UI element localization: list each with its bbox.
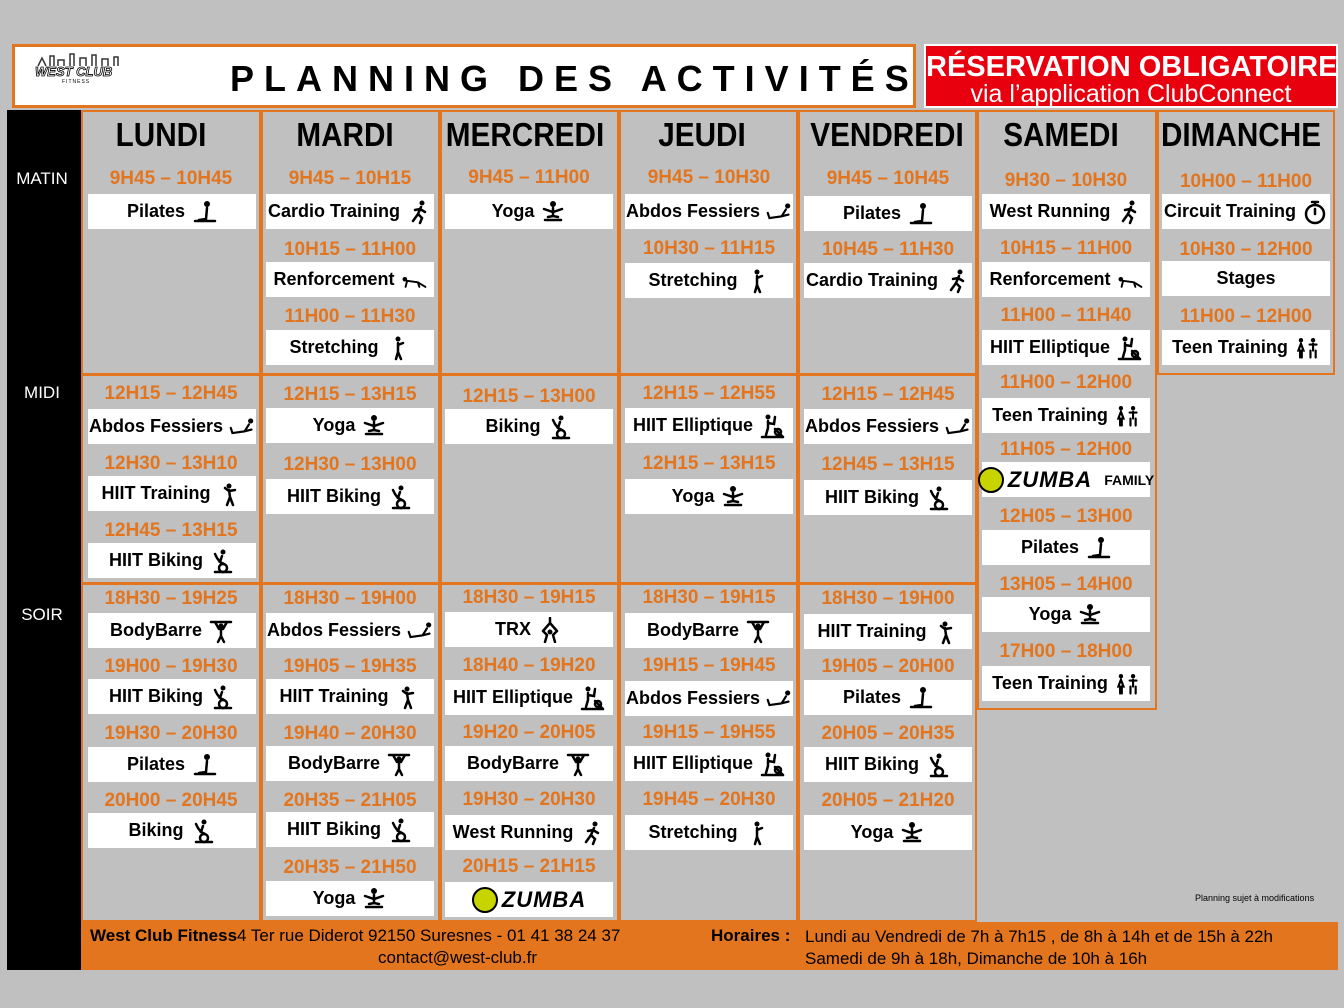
abs-icon (229, 414, 255, 440)
footer-hours-label: Horaires : (711, 926, 791, 945)
period-matin: MATIN (16, 169, 68, 188)
activity-label: Renforcement (989, 269, 1111, 289)
trx-icon (537, 617, 563, 643)
activity-card[interactable] (445, 815, 613, 850)
separator-soir (81, 582, 977, 585)
slot-time: 19H20 – 20H05 (462, 722, 596, 743)
activity-label: ZUMBA (1007, 466, 1093, 492)
slot-time: 10H15 – 11H00 (999, 238, 1133, 259)
activity-card[interactable] (88, 194, 256, 229)
slot-time: 9H45 – 10H45 (109, 168, 233, 189)
plank-icon (1117, 267, 1143, 293)
plank-icon (401, 267, 427, 293)
yoga-icon (720, 484, 746, 510)
slot-time: 10H45 – 11H30 (821, 239, 955, 260)
activity-label: HIIT Biking (287, 486, 381, 506)
day-dimanche: DIMANCHE (1160, 116, 1322, 153)
stretch-icon (385, 335, 411, 361)
slot-time: 19H00 – 19H30 (104, 656, 238, 677)
slot-time: 18H30 – 19H15 (642, 587, 776, 608)
activity-card[interactable] (266, 408, 434, 443)
yoga-icon (361, 413, 387, 439)
activity-card[interactable] (982, 462, 1155, 497)
slot-time: 20H05 – 21H20 (821, 790, 955, 811)
slot-time: 19H45 – 20H30 (642, 789, 776, 810)
day-mardi: MARDI (296, 116, 394, 153)
activity-card[interactable] (266, 194, 434, 229)
stretch-icon (744, 820, 770, 846)
activity-card[interactable] (445, 194, 613, 229)
activity-label: Yoga (491, 201, 535, 221)
hiit-icon (217, 481, 243, 507)
pilates-icon (1085, 535, 1111, 561)
activity-label: Yoga (671, 486, 715, 506)
biking-icon (925, 752, 951, 778)
slot-time: 20H35 – 21H05 (283, 790, 417, 811)
day-vendredi: VENDREDI (810, 116, 964, 153)
page-title: PLANNING DES ACTIVITÉS (230, 58, 919, 99)
biking-icon (387, 484, 413, 510)
activity-card[interactable] (88, 476, 256, 511)
footer-hours-weekdays: Lundi au Vendredi de 7h à 7h15 , de 8h à 14h et de 15h à 22h (805, 927, 1273, 946)
slot-time: 9H45 – 10H30 (647, 167, 771, 188)
activity-label: Yoga (850, 822, 894, 842)
hiit-icon (933, 619, 959, 645)
slot-time: 12H15 – 12H45 (104, 383, 238, 404)
activity-label: Abdos Fessiers (804, 416, 940, 436)
slot-time: 10H00 – 11H00 (1179, 171, 1313, 192)
activity-card[interactable] (625, 408, 793, 443)
activity-card[interactable] (982, 330, 1150, 365)
slot-time: 11H00 – 12H00 (999, 372, 1133, 393)
activity-card[interactable] (804, 409, 972, 444)
reservation-banner (924, 44, 1338, 108)
activity-label: Cardio Training (267, 201, 400, 221)
activity-card[interactable] (804, 196, 972, 231)
slot-time: 18H30 – 19H00 (283, 588, 417, 609)
activity-card[interactable] (445, 612, 613, 647)
slot-time: 19H30 – 20H30 (462, 789, 596, 810)
activity-label: Renforcement (273, 269, 395, 289)
activity-card[interactable] (625, 681, 793, 716)
activity-card[interactable] (982, 262, 1150, 297)
elliptical-icon (759, 413, 785, 439)
activity-label: Pilates (842, 687, 902, 707)
activity-label: Pilates (126, 201, 186, 221)
elliptical-icon (579, 685, 605, 711)
activity-label: Cardio Training (805, 270, 938, 290)
activity-card[interactable] (88, 409, 256, 444)
activity-card[interactable] (88, 679, 256, 714)
biking-icon (547, 414, 573, 440)
activity-card[interactable] (804, 680, 972, 715)
slot-time: 18H40 – 19H20 (462, 655, 596, 676)
slot-time: 10H15 – 11H00 (283, 239, 417, 260)
slot-time: 9H30 – 10H30 (1004, 170, 1128, 191)
separator-midi (81, 373, 977, 376)
activity-card[interactable] (266, 679, 434, 714)
slot-time: 12H15 – 13H00 (462, 386, 596, 407)
slot-time: 12H05 – 13H00 (999, 506, 1133, 527)
abs-icon (407, 618, 433, 644)
teen-icon (1294, 335, 1320, 361)
activity-label: BodyBarre (109, 620, 203, 640)
activity-card[interactable] (445, 680, 613, 715)
activity-card[interactable] (266, 881, 434, 916)
slot-time: 12H15 – 13H15 (642, 453, 776, 474)
slot-time: 11H05 – 12H00 (999, 439, 1133, 460)
barbell-icon (565, 751, 591, 777)
day-lundi: LUNDI (115, 116, 207, 153)
biking-icon (190, 818, 216, 844)
activity-label: Pilates (126, 754, 186, 774)
activity-card[interactable] (445, 882, 613, 917)
activity-label: HIIT Biking (287, 819, 381, 839)
activity-label: HIIT Elliptique (990, 337, 1110, 357)
yoga-icon (1077, 602, 1103, 628)
activity-label: Stretching (648, 270, 738, 290)
slot-time: 11H00 – 11H40 (1000, 305, 1132, 326)
teen-icon (1114, 671, 1140, 697)
abs-icon (945, 414, 971, 440)
activity-card[interactable] (266, 812, 434, 847)
activity-label: HIIT Elliptique (633, 415, 753, 435)
slot-time: 20H05 – 20H35 (821, 723, 955, 744)
slot-time: 12H15 – 12H45 (821, 384, 955, 405)
slot-time: 19H05 – 19H35 (283, 656, 417, 677)
activity-label: Abdos Fessiers (266, 620, 402, 640)
activity-label: BodyBarre (287, 753, 381, 773)
activity-card[interactable] (804, 747, 972, 782)
activity-card[interactable] (266, 330, 434, 365)
slot-time: 11H00 – 12H00 (1179, 306, 1313, 327)
activity-card[interactable] (982, 666, 1150, 701)
activity-card[interactable] (266, 613, 434, 648)
slot-time: 11H00 – 11H30 (284, 306, 416, 327)
footer-address: 4 Ter rue Diderot 92150 Suresnes - 01 41 38 24 37 (237, 926, 621, 945)
activity-card[interactable] (1162, 194, 1330, 229)
activity-label: HIIT Elliptique (453, 687, 573, 707)
biking-icon (209, 684, 235, 710)
slot-time: 18H30 – 19H00 (821, 588, 955, 609)
activity-card[interactable] (266, 479, 434, 514)
slot-time: 18H30 – 19H15 (462, 587, 596, 608)
activity-card[interactable] (1162, 261, 1330, 296)
activity-card[interactable] (804, 614, 972, 649)
activity-card[interactable] (982, 398, 1150, 433)
zumba-logo-icon (978, 467, 1092, 493)
activity-card[interactable] (625, 263, 793, 298)
activity-card[interactable] (982, 194, 1150, 229)
activity-label: West Running (452, 822, 574, 842)
runner-icon (579, 820, 605, 846)
footer-email[interactable]: contact@west-club.fr (378, 948, 537, 967)
planning-note: Planning sujet à modifications (1195, 893, 1315, 903)
activity-label: HIIT Biking (825, 487, 919, 507)
runner-icon (1116, 199, 1142, 225)
activity-card[interactable] (88, 747, 256, 782)
slot-time: 20H00 – 20H45 (104, 790, 238, 811)
slot-time: 19H15 – 19H55 (642, 722, 776, 743)
slot-time: 12H30 – 13H00 (283, 454, 417, 475)
activity-label: Stages (1216, 268, 1276, 288)
hiit-icon (395, 684, 421, 710)
slot-time: 19H40 – 20H30 (283, 723, 417, 744)
biking-icon (209, 548, 235, 574)
slot-time: 13H05 – 14H00 (999, 574, 1133, 595)
period-sidebar (7, 110, 81, 970)
reservation-title: RÉSERVATION OBLIGATOIRE (926, 51, 1338, 83)
pilates-icon (907, 201, 933, 227)
activity-label: BodyBarre (466, 753, 560, 773)
period-soir: SOIR (21, 605, 63, 624)
activity-label: Circuit Training (1163, 201, 1296, 221)
activity-label: Yoga (312, 415, 356, 435)
activity-label: Teen Training (992, 405, 1108, 425)
activity-label: Stretching (648, 822, 738, 842)
abs-icon (766, 686, 792, 712)
activity-card[interactable] (804, 480, 972, 515)
slot-time: 20H15 – 21H15 (462, 856, 596, 877)
logo-text: WEST CLUB (35, 64, 113, 79)
footer-club-name: West Club Fitness (90, 926, 238, 945)
activity-card[interactable] (625, 746, 793, 781)
barbell-icon (208, 618, 234, 644)
slot-time: 19H30 – 20H30 (104, 723, 238, 744)
activity-label: Abdos Fessiers (88, 416, 224, 436)
slot-time: 12H15 – 12H55 (642, 383, 776, 404)
club-logo (30, 52, 130, 88)
teen-icon (1114, 403, 1140, 429)
activity-label: HIIT Training (279, 686, 389, 706)
slot-time: 19H15 – 19H45 (642, 655, 776, 676)
activity-card[interactable] (88, 813, 256, 848)
elliptical-icon (759, 751, 785, 777)
activity-card[interactable] (625, 815, 793, 850)
barbell-icon (386, 751, 412, 777)
activity-card[interactable] (266, 746, 434, 781)
stretch-icon (744, 268, 770, 294)
slot-time: 10H30 – 12H00 (1179, 239, 1313, 260)
slot-time: 9H45 – 10H15 (288, 168, 412, 189)
activity-card[interactable] (625, 194, 793, 229)
activity-label: West Running (989, 201, 1111, 221)
activity-card[interactable] (88, 613, 256, 648)
activity-extra: FAMILY (1104, 471, 1155, 488)
elliptical-icon (1116, 335, 1142, 361)
yoga-icon (361, 886, 387, 912)
activity-label: ZUMBA (501, 886, 587, 912)
activity-label: HIIT Training (817, 621, 927, 641)
slot-time: 20H35 – 21H50 (283, 857, 417, 878)
runner-icon (944, 268, 970, 294)
activity-card[interactable] (804, 263, 972, 298)
biking-icon (925, 485, 951, 511)
activity-label: Abdos Fessiers (625, 201, 761, 221)
activity-label: Biking (485, 416, 541, 436)
activity-label: Stretching (289, 337, 379, 357)
activity-card[interactable] (982, 530, 1150, 565)
activity-card[interactable] (804, 815, 972, 850)
activity-label: Pilates (1020, 537, 1080, 557)
activity-label: Yoga (1028, 604, 1072, 624)
activity-card[interactable] (445, 409, 613, 444)
pilates-icon (191, 199, 217, 225)
runner-icon (406, 199, 432, 225)
period-midi: MIDI (24, 383, 60, 402)
abs-icon (766, 199, 792, 225)
slot-time: 9H45 – 10H45 (826, 168, 950, 189)
activity-label: HIIT Biking (109, 686, 203, 706)
pilates-icon (907, 685, 933, 711)
activity-label: HIIT Training (101, 483, 211, 503)
activity-label: HIIT Elliptique (633, 753, 753, 773)
activity-label: Teen Training (1172, 337, 1288, 357)
yoga-icon (540, 199, 566, 225)
day-jeudi: JEUDI (658, 116, 746, 153)
footer-hours-weekend: Samedi de 9h à 18h, Dimanche de 10h à 16h (805, 949, 1148, 968)
barbell-icon (745, 618, 771, 644)
day-mercredi: MERCREDI (445, 116, 605, 153)
activity-label: Teen Training (992, 673, 1108, 693)
day-samedi: SAMEDI (1003, 116, 1119, 153)
slot-time: 12H45 – 13H15 (104, 520, 238, 541)
activity-label: HIIT Biking (825, 754, 919, 774)
activity-label: TRX (495, 619, 531, 639)
activity-card[interactable] (982, 597, 1150, 632)
slot-time: 12H45 – 13H15 (821, 454, 955, 475)
slot-time: 10H30 – 11H15 (642, 238, 776, 259)
zumba-logo-icon (472, 887, 586, 913)
slot-time: 19H05 – 20H00 (821, 656, 955, 677)
slot-time: 12H15 – 13H15 (283, 384, 417, 405)
slot-time: 12H30 – 13H10 (104, 453, 238, 474)
logo-subtext: FITNESS (62, 79, 91, 85)
yoga-icon (899, 820, 925, 846)
activity-card[interactable] (625, 479, 793, 514)
slot-time: 9H45 – 11H00 (468, 167, 590, 188)
activity-card[interactable] (266, 262, 434, 297)
slot-time: 17H00 – 18H00 (999, 641, 1133, 662)
stopwatch-icon (1302, 199, 1328, 225)
activity-label: Yoga (312, 888, 356, 908)
activity-label: HIIT Biking (109, 550, 203, 570)
activity-card[interactable] (88, 543, 256, 578)
pilates-icon (191, 752, 217, 778)
biking-icon (387, 817, 413, 843)
activity-label: Biking (128, 820, 184, 840)
slot-time: 18H30 – 19H25 (104, 588, 238, 609)
reservation-subtitle: via l’application ClubConnect (970, 80, 1292, 108)
activity-label: Abdos Fessiers (625, 688, 761, 708)
activity-card[interactable] (625, 613, 793, 648)
activity-card[interactable] (445, 746, 613, 781)
activity-label: BodyBarre (646, 620, 740, 640)
activity-label: Pilates (842, 203, 902, 223)
activity-card[interactable] (1162, 330, 1330, 365)
